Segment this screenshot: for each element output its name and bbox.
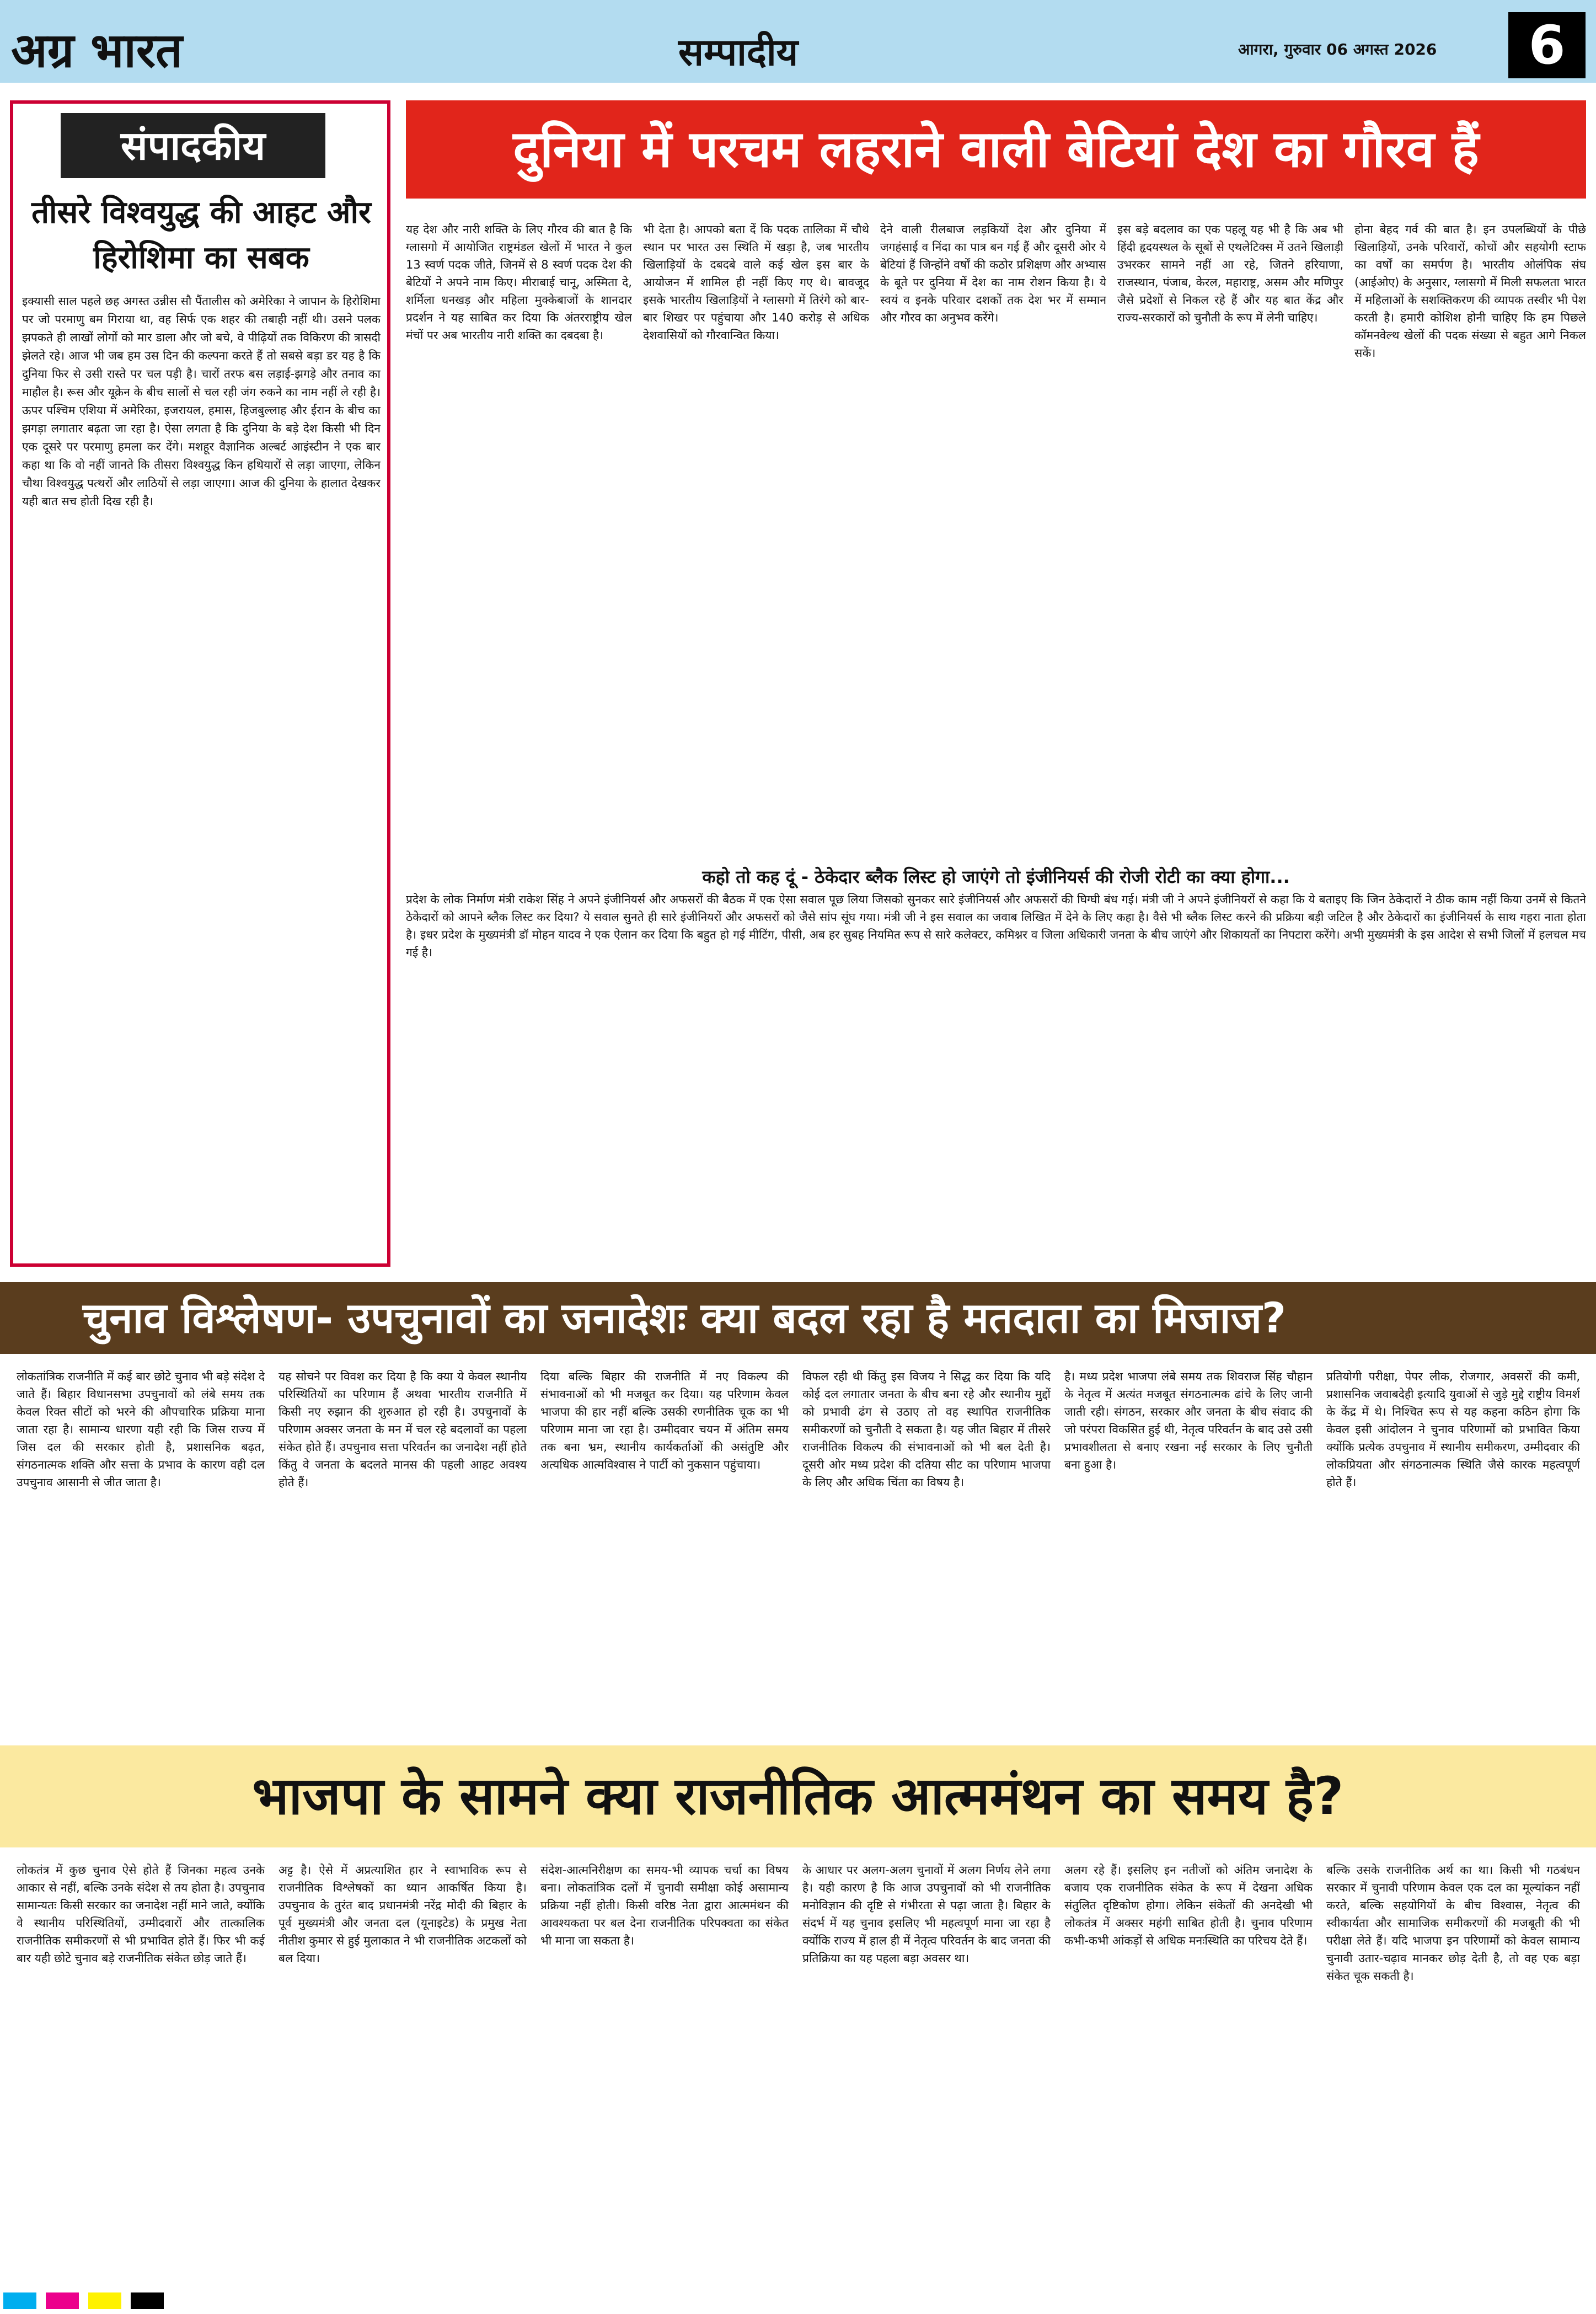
election-column: दिया बल्कि बिहार की राजनीति में नए विकल्प की संभावनाओं को भी मजबूत कर दिया। यह परिणाम केवल भाजपा की हार नहीं बल्कि उसकी रणनीतिक चूक का भी परिणाम माना जा रहा है। उम्मीदवार चयन में अंतिम समय तक बना भ्रम, स्थानीय कार्यकर्ताओं की असंतुष्टि और अत्यधिक आत्मविश्वास ने पार्टी को नुकसान पहुंचाया।	[540, 1370, 789, 1471]
election-headline: चुनाव विश्लेषण- उपचुनावों का जनादेशः क्या बदल रहा है मतदाता का मिजाज?	[0, 1282, 1596, 1354]
brand-logo: अग्र भारत	[11, 23, 183, 78]
swatch	[131, 2292, 164, 2309]
swatch	[3, 2292, 36, 2309]
bjp-column: संदेश-आत्मनिरीक्षण का समय-भी व्यापक चर्चा का विषय बना। लोकतांत्रिक दलों में चुनावी समीक्षा कोई असामान्य प्रक्रिया नहीं होती। किसी वरिष्ठ नेता द्वारा आत्ममंथन की आवश्यकता पर बल देना राजनीतिक परिपक्वता का संकेत भी माना जा सकता है।	[540, 1863, 789, 1947]
section-title: सम्पादीय	[678, 31, 799, 74]
bjp-column: के आधार पर अलग-अलग चुनावों में अलग निर्णय लेने लगा है। यही कारण है कि आज उपचुनावों को भी राजनीतिक मनोविज्ञान की दृष्टि से गंभीरता से पढ़ा जाता है। बिहार के संदर्भ में यह चुनाव इसलिए भी महत्वपूर्ण माना जा रहा है क्योंकि राज्य में हाल ही में नेतृत्व परिवर्तन के बाद जनता की प्रतिक्रिया का यह पहला बड़ा अवसर था।	[802, 1863, 1051, 1965]
election-column: यह सोचने पर विवश कर दिया है कि क्या ये केवल स्थानीय परिस्थितियों का परिणाम हैं अथवा भारतीय राजनीति में किसी नए रुझान की शुरुआत हो रही है। उपचुनावों के परिणाम अक्सर जनता के मन में चल रहे बदलावों का पहला संकेत होते हैं। उपचुनाव सत्ता परिवर्तन का जनादेश नहीं होते किंतु वे जनता के बदलते मानस की पहली आहट अवश्य होते हैं।	[279, 1370, 527, 1489]
lead-column: भी देता है। आपको बता दें कि पदक तालिका में चौथे स्थान पर भारत उस स्थिति में खड़ा है, जब भारतीय खिलाड़ियों के दबदबे वाले कई खेल इस बार के आयोजन में शामिल ही नहीं किए गए थे। बावजूद इसके भारतीय खिलाड़ियों ने ग्लासगो में तिरंगे को बार-बार शिखर पर पहुंचाया और 140 करोड़ से अधिक देशवासियों को गौरवान्वित किया।	[643, 223, 869, 342]
lead-column: यह देश और नारी शक्ति के लिए गौरव की बात है कि ग्लासगो में आयोजित राष्ट्रमंडल खेलों में भारत ने कुल 13 स्वर्ण पदक जीते, जिनमें से 8 स्वर्ण पदक देश की बेटियों ने अपने नाम किए। मीराबाई चानू, अस्मिता दे, शर्मिला धनखड़ और महिला मुक्केबाजों के शानदार प्रदर्शन ने यह साबित कर दिया कि अंतरराष्ट्रीय खेल मंचों पर अब भारतीय नारी शक्ति का दबदबा है।	[406, 223, 632, 342]
lead-headline: दुनिया में परचम लहराने वाली बेटियां देश का गौरव हैं	[406, 100, 1586, 199]
editorial-body: इक्यासी साल पहले छह अगस्त उन्नीस सौ पैंतालीस को अमेरिका ने जापान के हिरोशिमा पर जो परमाणु बम गिराया था, वह सिर्फ एक शहर की तबाही नहीं थी। उसने पलक झपकते ही लाखों लोगों को मार डाला और जो बचे, वे पीढ़ियों तक विकिरण की त्रासदी झेलते रहे। आज भी जब हम उस दिन की कल्पना करते हैं तो सबसे बड़ा डर यह है कि दुनिया फिर से उसी रास्ते पर चल पड़ी है। चारों तरफ बस लड़ाई-झगड़े और तनाव का माहौल है। रूस और यूक्रेन के बीच सालों से चल रही जंग रुकने का नाम नहीं ले रही है। ऊपर पश्चिम एशिया में अमेरिका, इजरायल, हमास, हिजबुल्लाह और ईरान के बीच का झगड़ा लगातार बढ़ता जा रहा है। ऐसा लगता है कि दुनिया के बड़े देश किसी भी दिन एक दूसरे पर परमाणु हमला कर देंगे। मशहूर वैज्ञानिक अल्बर्ट आइंस्टीन ने एक बार कहा था कि वो नहीं जानते कि तीसरा विश्वयुद्ध किन हथियारों से लड़ा जाएगा, लेकिन चौथा विश्वयुद्ध पत्थरों और लाठियों से लड़ा जाएगा। आज की दुनिया के हालात देखकर यही बात सच होती दिख रही है।	[22, 294, 381, 508]
bjp-column: बल्कि उसके राजनीतिक अर्थ का था। किसी भी गठबंधन सरकार में चुनावी परिणाम केवल एक दल का मूल्यांकन नहीं करते, बल्कि सहयोगियों के बीच विश्वास, नेतृत्व की स्वीकार्यता और सामाजिक समीकरणों की मजबूती की भी परीक्षा लेते हैं। यदि भाजपा इन परिणामों को केवल सामान्य चुनावी उतार-चढ़ाव मानकर छोड़ देती है, तो वह एक बड़ा संकेत चूक सकती है।	[1326, 1863, 1580, 1983]
editorial-tag: संपादकीय	[61, 113, 325, 178]
bjp-headline: भाजपा के सामने क्या राजनीतिक आत्ममंथन का समय है?	[0, 1745, 1596, 1847]
bjp-column: अलग रहे हैं। इसलिए इन नतीजों को अंतिम जनादेश के बजाय एक राजनीतिक संकेत के रूप में देखना अधिक संतुलित दृष्टिकोण होगा। लेकिन संकेतों की अनदेखी भी लोकतंत्र में अक्सर महंगी साबित होती है। चुनाव परिणाम कभी-कभी आंकड़ों से अधिक मनःस्थिति का परिचय देते हैं।	[1064, 1863, 1313, 1947]
election-column: प्रतियोगी परीक्षा, पेपर लीक, रोजगार, अवसरों की कमी, प्रशासनिक जवाबदेही इत्यादि युवाओं से जुड़े मुद्दे राष्ट्रीय विमर्श के केंद्र में थे। निश्चित रूप से यह कहना कठिन होगा कि केवल इसी आंदोलन ने चुनाव परिणामों को प्रभावित किया क्योंकि प्रत्येक उपचुनाव में स्थानीय समीकरण, उम्मीदवार की लोकप्रियता और संगठनात्मक स्थिति जैसे कारक महत्वपूर्ण होते हैं।	[1326, 1370, 1580, 1489]
print-color-bar	[0, 2290, 1596, 2312]
bjp-column: लोकतंत्र में कुछ चुनाव ऐसे होते हैं जिनका महत्व उनके आकार से नहीं, बल्कि उनके संदेश से तय होता है। उपचुनाव सामान्यतः किसी सरकार का जनादेश नहीं माने जाते, क्योंकि वे स्थानीय परिस्थितियों, उम्मीदवारों और तात्कालिक राजनीतिक समीकरणों से भी प्रभावित होते हैं। फिर भी कई बार यही छोटे चुनाव बड़े राजनीतिक संकेत छोड़ जाते हैं।	[17, 1863, 265, 1965]
story-b-headline: कहो तो कह दूं - ठेकेदार ब्लैक लिस्ट हो जाएंगे तो इंजीनियर्स की रोजी रोटी का क्या होगा...	[702, 866, 1290, 887]
editorial-title: तीसरे विश्वयुद्ध की आहट और हिरोशिमा का सबक	[31, 195, 371, 276]
story-b-body: प्रदेश के लोक निर्माण मंत्री राकेश सिंह ने अपने इंजीनियर्स और अफसरों की बैठक में एक ऐसा सवाल पूछ लिया जिसको सुनकर सारे इंजीनियर्स और अफसरों की घिग्घी बंध गई। मंत्री जी ने अपने इंजीनियरों से कहा कि ये बताइए कि जिन ठेकेदारों ने ठीक काम नहीं किया उनमें से कितने ठेकेदारों को आपने ब्लैक लिस्ट कर दिया? ये सवाल सुनते ही सारे इंजीनियरों और अफसरों को जैसे सांप सूंघ गया। मंत्री जी ने इस सवाल का जवाब लिखित में देने के लिए कहा है। वैसे भी ब्लैक लिस्ट करने की प्रक्रिया बड़ी जटिल है और ठेकेदारों का इंजीनियर्स के साथ गहरा नाता होता है। इधर प्रदेश के मुख्यमंत्री डॉ मोहन यादव ने एक ऐलान कर दिया कि बहुत हो गई मीटिंग, पीसी, अब हर सुबह नियमित रूप से सारे कलेक्टर, कमिश्नर व जिला अधिकारी जनता के बीच जाएंगे और शिकायतों का निपटारा करेंगे। अभी मुख्यमंत्री के इस आदेश से सभी जिलों में हलचल मच गई है।	[406, 893, 1586, 959]
page-number: 6	[1508, 12, 1586, 78]
issue-date: आगरा, गुरुवार 06 अगस्त 2026	[1238, 40, 1437, 58]
election-column: विफल रही थी किंतु इस विजय ने सिद्ध कर दिया कि यदि कोई दल लगातार जनता के बीच बना रहे और स्थानीय मुद्दों को प्रभावी ढंग से उठाए तो वह स्थापित राजनीतिक समीकरणों को चुनौती दे सकता है। यह जीत बिहार में तीसरे राजनीतिक विकल्प की संभावनाओं को भी बल देती है। दूसरी ओर मध्य प्रदेश की दतिया सीट का परिणाम भाजपा के लिए और अधिक चिंता का विषय है।	[802, 1370, 1051, 1489]
lead-column: देने वाली रीलबाज लड़कियों देश और दुनिया में जगहंसाई व निंदा का पात्र बन गई हैं और दूसरी ओर ये बेटियां हैं जिन्होंने वर्षों की कठोर प्रशिक्षण और अभ्यास के बूते पर दुनिया में देश का नाम रोशन किया है। ये स्वयं व इनके परिवार दशकों तक देश भर में सम्मान और गौरव का अनुभव करेंगे।	[880, 223, 1106, 324]
lead-column: इस बड़े बदलाव का एक पहलू यह भी है कि अब भी हिंदी हृदयस्थल के सूबों से एथलेटिक्स में उतने खिलाड़ी उभरकर सामने नहीं आ रहे, जितने हरियाणा, राजस्थान, पंजाब, केरल, महाराष्ट्र, असम और मणिपुर जैसे प्रदेशों से निकल रहे हैं और यह बात केंद्र और राज्य-सरकारों को चुनौती के रूप में लेनी चाहिए।	[1117, 223, 1343, 324]
lead-column: होना बेहद गर्व की बात है। इन उपलब्धियों के पीछे खिलाड़ियों, उनके परिवारों, कोचों और सहयोगी स्टाफ का वर्षों का समर्पण है। भारतीय ओलंपिक संघ (आईओए) के अनुसार, ग्लासगो में मिली सफलता भारत में महिलाओं के सशक्तिकरण की व्यापक तस्वीर भी पेश करती है। हमारी कोशिश होनी चाहिए कि हम पिछले कॉमनवेल्थ खेलों की पदक संख्या से बहुत आगे निकल सकें।	[1354, 223, 1586, 360]
election-column: है। मध्य प्रदेश भाजपा लंबे समय तक शिवराज सिंह चौहान के नेतृत्व में अत्यंत मजबूत संगठनात्मक ढांचे के लिए जानी जाती रही। संगठन, सरकार और जनता के बीच संवाद की जो परंपरा विकसित हुई थी, नेतृत्व परिवर्तन के बाद उसे उसी प्रभावशीलता से बनाए रखना नई सरकार के लिए चुनौती बना हुआ है।	[1064, 1370, 1313, 1471]
swatch	[88, 2292, 121, 2309]
swatch	[46, 2292, 79, 2309]
election-column: लोकतांत्रिक राजनीति में कई बार छोटे चुनाव भी बड़े संदेश दे जाते हैं। बिहार विधानसभा उपचुनावों को लंबे समय तक केवल रिक्त सीटों को भरने की औपचारिक प्रक्रिया माना जाता रहा है। सामान्य धारणा यही रही कि जिस राज्य में जिस दल की सरकार होती है, प्रशासनिक बढ़त, संगठनात्मक शक्ति और सत्ता के प्रभाव के कारण वही दल उपचुनाव आसानी से जीत जाता है।	[17, 1370, 265, 1489]
bjp-column: अट्ट है। ऐसे में अप्रत्याशित हार ने स्वाभाविक रूप से राजनीतिक विश्लेषकों का ध्यान आकर्षित किया है। उपचुनाव के तुरंत बाद प्रधानमंत्री नरेंद्र मोदी की बिहार के पूर्व मुख्यमंत्री और जनता दल (यूनाइटेड) के प्रमुख नेता नीतीश कुमार से हुई मुलाकात ने भी राजनीतिक अटकलों को बल दिया।	[279, 1863, 527, 1965]
